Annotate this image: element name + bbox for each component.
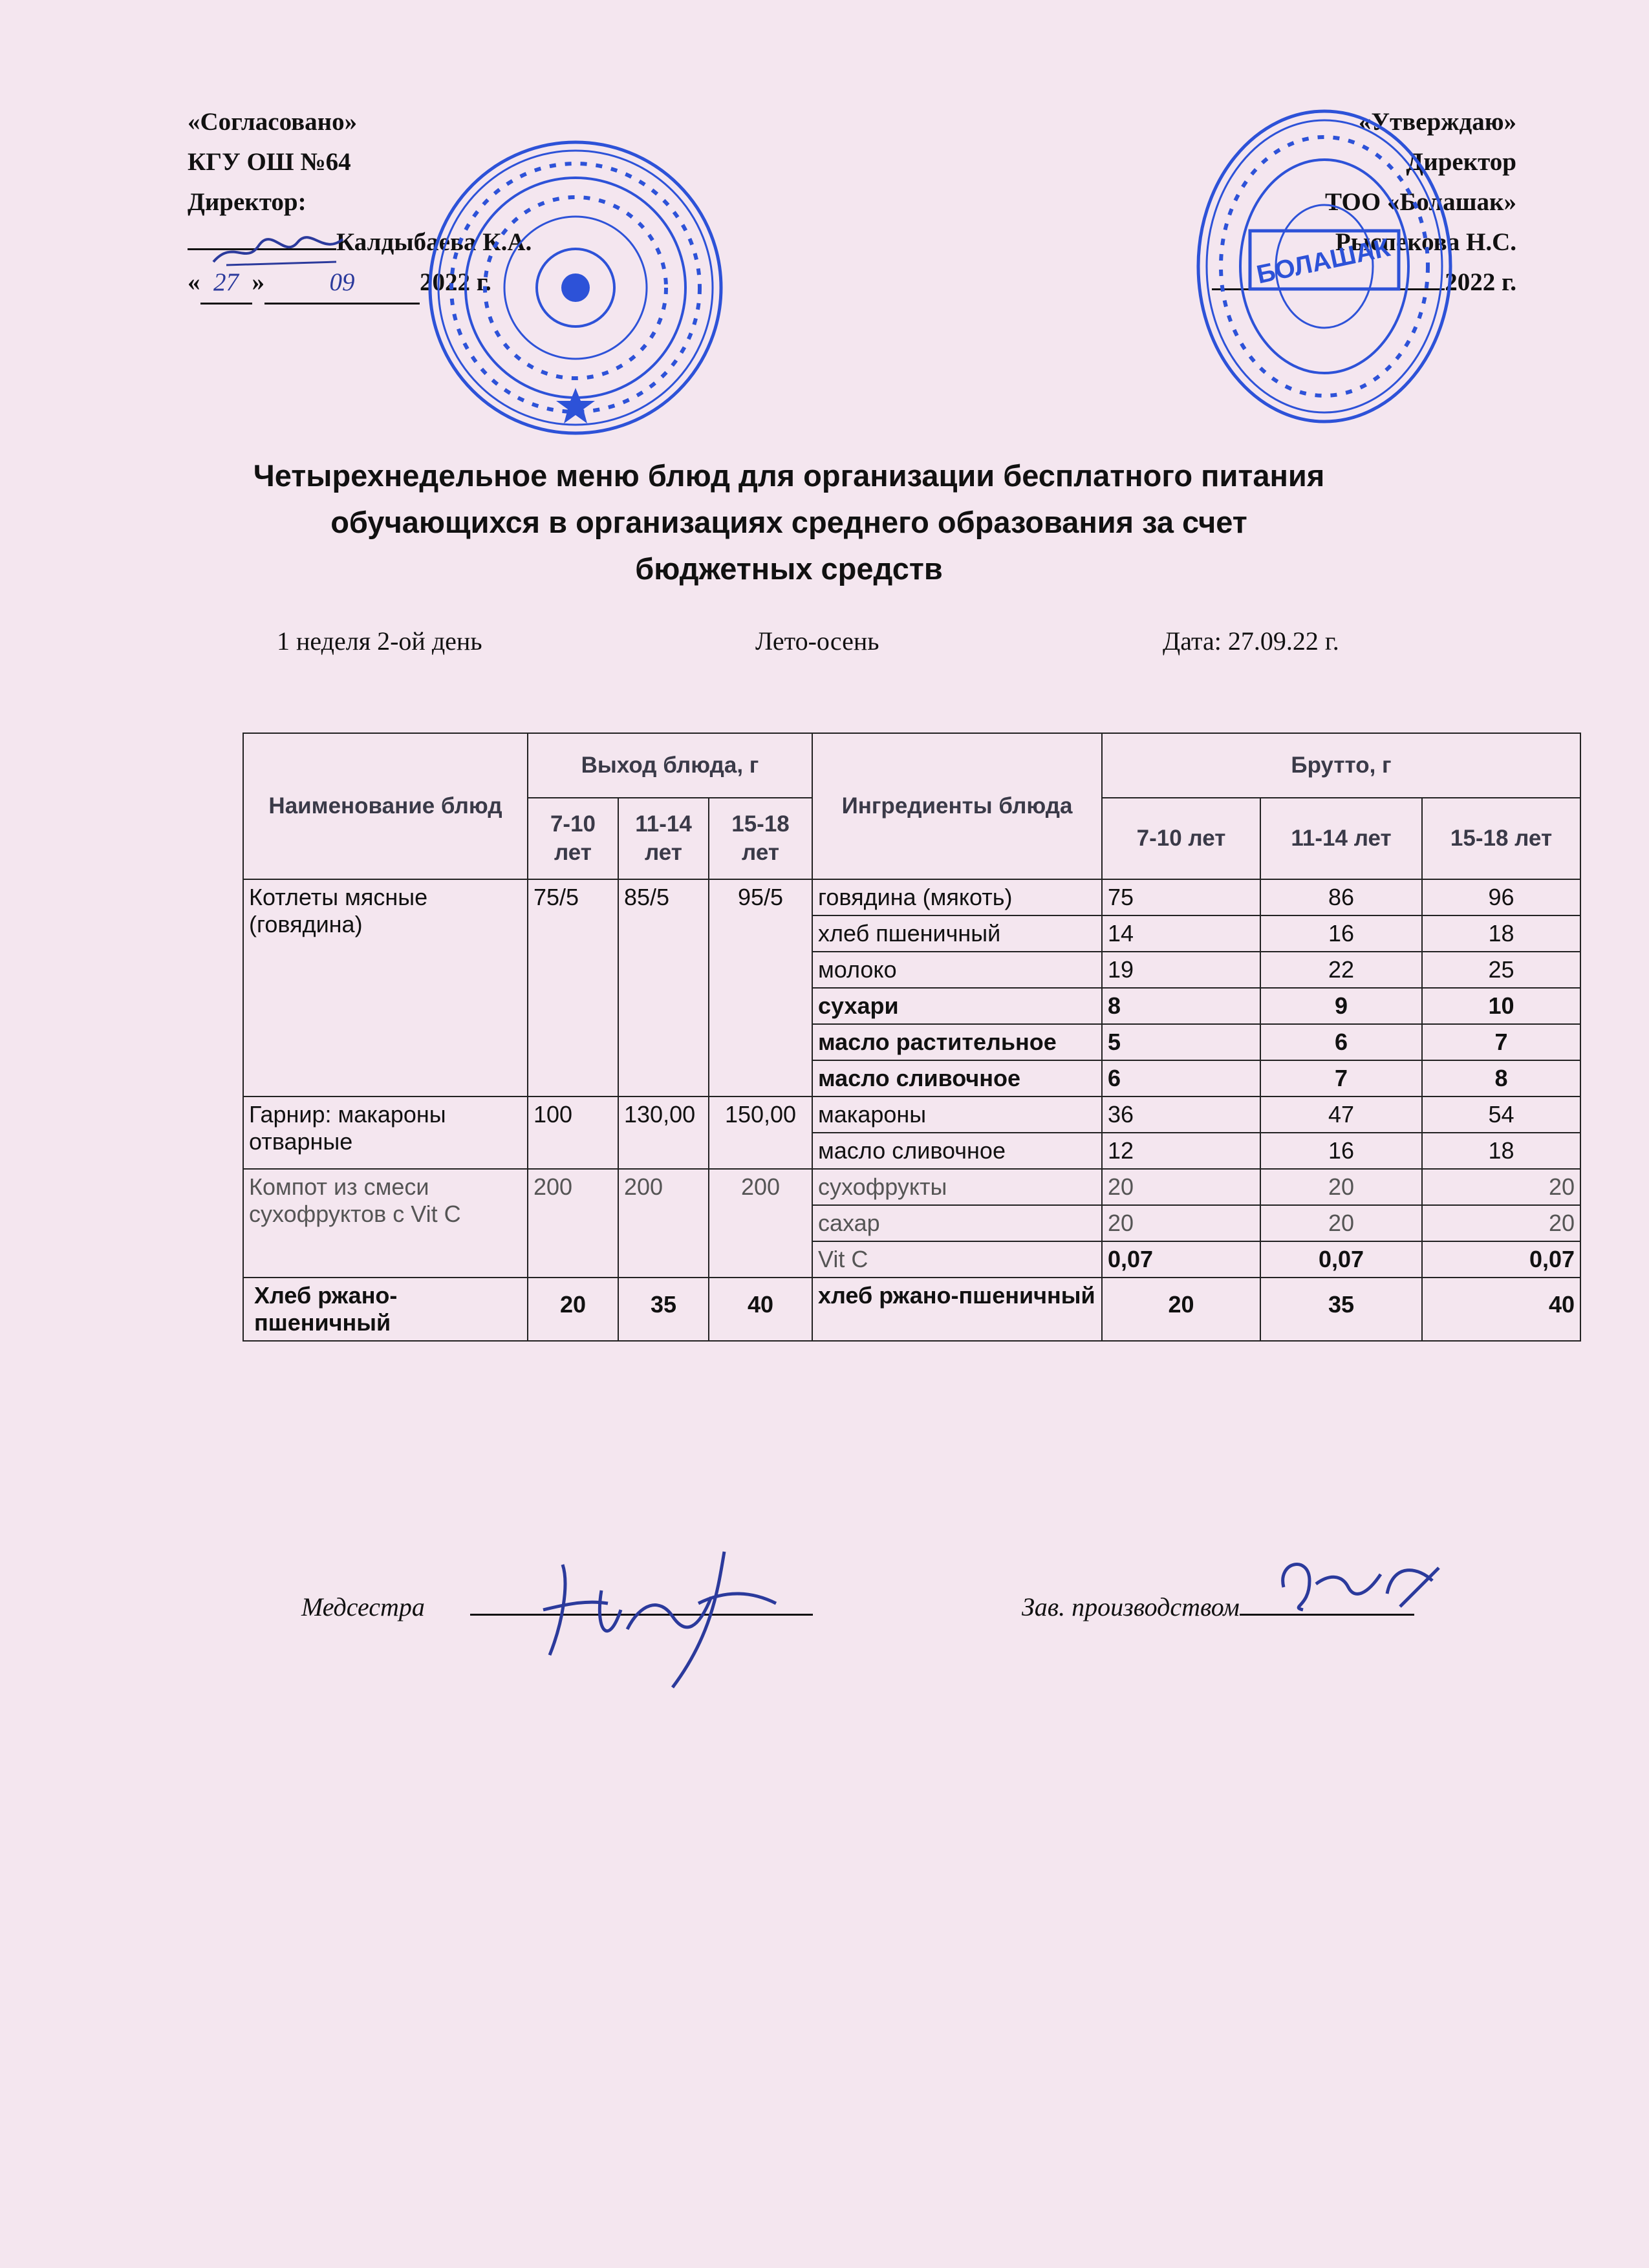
gross-value: 5 (1102, 1024, 1260, 1060)
ingredient-name: масло сливочное (812, 1133, 1102, 1169)
dish-name: Гарнир: макароны отварные (243, 1097, 528, 1169)
output-value: 200 (528, 1169, 618, 1278)
col-header-output-age-15-18: 15-18 лет (709, 798, 812, 879)
col-header-gross-age-15-18: 15-18 лет (1422, 798, 1580, 879)
gross-value: 20 (1102, 1205, 1260, 1241)
gross-value: 18 (1422, 1133, 1580, 1169)
ingredient-name: говядина (мякоть) (812, 879, 1102, 915)
gross-value: 96 (1422, 879, 1580, 915)
gross-value: 6 (1260, 1024, 1422, 1060)
approval-right-name: Рыспекова Н.С. (1335, 228, 1516, 256)
col-header-output: Выход блюда, г (528, 733, 812, 798)
ingredient-name: сухари (812, 988, 1102, 1024)
meta-date: Дата: 27.09.22 г. (1163, 626, 1339, 656)
gross-value: 10 (1422, 988, 1580, 1024)
meta-season: Лето-осень (755, 626, 879, 656)
output-value: 150,00 (709, 1097, 812, 1169)
gross-value: 12 (1102, 1133, 1260, 1169)
gross-value: 35 (1260, 1278, 1422, 1341)
gross-value: 6 (1102, 1060, 1260, 1097)
gross-value: 20 (1422, 1169, 1580, 1205)
menu-table (242, 733, 1581, 1342)
ingredient-name: молоко (812, 952, 1102, 988)
gross-value: 9 (1260, 988, 1422, 1024)
page-title: Четырехнедельное меню блюд для организации бесплатного питания обучающихся в организациях среднего образования за счет бюджетных средств (253, 458, 1325, 586)
right-stamp-text: БОЛАШАК (1254, 233, 1393, 290)
gross-value: 75 (1102, 879, 1260, 915)
approval-right-year: 2022 г. (1445, 268, 1516, 296)
chief-signature (1271, 1548, 1452, 1620)
col-header-output-age-7-10: 7-10 лет (528, 798, 618, 879)
ingredient-name: масло сливочное (812, 1060, 1102, 1097)
date-day-handwritten: 27 (200, 262, 252, 305)
gross-value: 16 (1260, 915, 1422, 952)
footer-nurse-label: Медсестра (301, 1592, 425, 1621)
output-value: 20 (528, 1278, 618, 1341)
dish-name: Компот из смеси сухофруктов с Vit C (243, 1169, 528, 1278)
table-row (243, 879, 1580, 915)
table-row (243, 1278, 1580, 1341)
gross-value: 0,07 (1260, 1241, 1422, 1278)
output-value: 95/5 (709, 879, 812, 1097)
output-value: 35 (618, 1278, 709, 1341)
output-value: 100 (528, 1097, 618, 1169)
dish-name: Хлеб ржано-пшеничный (243, 1278, 528, 1341)
left-director-signature (207, 226, 349, 278)
output-value: 130,00 (618, 1097, 709, 1169)
gross-value: 7 (1260, 1060, 1422, 1097)
gross-value: 8 (1102, 988, 1260, 1024)
date-quote-close: » (252, 268, 264, 296)
gross-value: 20 (1260, 1205, 1422, 1241)
ingredient-name: масло растительное (812, 1024, 1102, 1060)
table-row (243, 1169, 1580, 1205)
ingredient-name: сухофрукты (812, 1169, 1102, 1205)
gross-value: 19 (1102, 952, 1260, 988)
approval-left-agreed: «Согласовано» (188, 108, 358, 136)
col-header-dish: Наименование блюд (243, 733, 528, 879)
approval-left-school: КГУ ОШ №64 (188, 148, 351, 176)
gross-value: 20 (1102, 1169, 1260, 1205)
gross-value: 20 (1422, 1205, 1580, 1241)
dish-name: Котлеты мясные (говядина) (243, 879, 528, 1097)
col-header-gross-age-7-10: 7-10 лет (1102, 798, 1260, 879)
approval-left-name: Калдыбаева К.А. (336, 228, 532, 256)
footer-chief-label: Зав. производством (1022, 1592, 1240, 1621)
approval-left-director-label: Директор: (188, 188, 307, 216)
approval-left-year: 2022 г. (420, 268, 491, 296)
gross-value: 47 (1260, 1097, 1422, 1133)
date-month-handwritten: 09 (264, 262, 420, 305)
approval-right-approved: «Утверждаю» (1358, 108, 1516, 136)
output-value: 75/5 (528, 879, 618, 1097)
col-header-gross: Брутто, г (1102, 733, 1580, 798)
col-header-gross-age-11-14: 11-14 лет (1260, 798, 1422, 879)
col-header-ingredients: Ингредиенты блюда (812, 733, 1102, 879)
nurse-signature (530, 1539, 802, 1700)
gross-value: 8 (1422, 1060, 1580, 1097)
date-quote-open: « (188, 268, 200, 296)
output-value: 200 (709, 1169, 812, 1278)
gross-value: 18 (1422, 915, 1580, 952)
gross-value: 0,07 (1102, 1241, 1260, 1278)
col-header-output-age-11-14: 11-14 лет (618, 798, 709, 879)
gross-value: 40 (1422, 1278, 1580, 1341)
gross-value: 36 (1102, 1097, 1260, 1133)
ingredient-name: Vit C (812, 1241, 1102, 1278)
output-value: 40 (709, 1278, 812, 1341)
date-line (1212, 288, 1445, 290)
gross-value: 0,07 (1422, 1241, 1580, 1278)
gross-value: 20 (1102, 1278, 1260, 1341)
gross-value: 16 (1260, 1133, 1422, 1169)
gross-value: 86 (1260, 879, 1422, 915)
gross-value: 25 (1422, 952, 1580, 988)
gross-value: 14 (1102, 915, 1260, 952)
gross-value: 7 (1422, 1024, 1580, 1060)
meta-week-day: 1 неделя 2-ой день (277, 626, 482, 656)
output-value: 85/5 (618, 879, 709, 1097)
approval-right-director-label: Директор (1406, 148, 1516, 176)
output-value: 200 (618, 1169, 709, 1278)
ingredient-name: макароны (812, 1097, 1102, 1133)
approval-right-date-row (1212, 262, 1516, 303)
gross-value: 54 (1422, 1097, 1580, 1133)
gross-value: 22 (1260, 952, 1422, 988)
ingredient-name: сахар (812, 1205, 1102, 1241)
approval-right-block (1212, 102, 1516, 303)
table-row (243, 1097, 1580, 1133)
ingredient-name: хлеб пшеничный (812, 915, 1102, 952)
approval-right-company: ТОО «Болашак» (1325, 188, 1516, 216)
ingredient-name: хлеб ржано-пшеничный (812, 1278, 1102, 1341)
gross-value: 20 (1260, 1169, 1422, 1205)
